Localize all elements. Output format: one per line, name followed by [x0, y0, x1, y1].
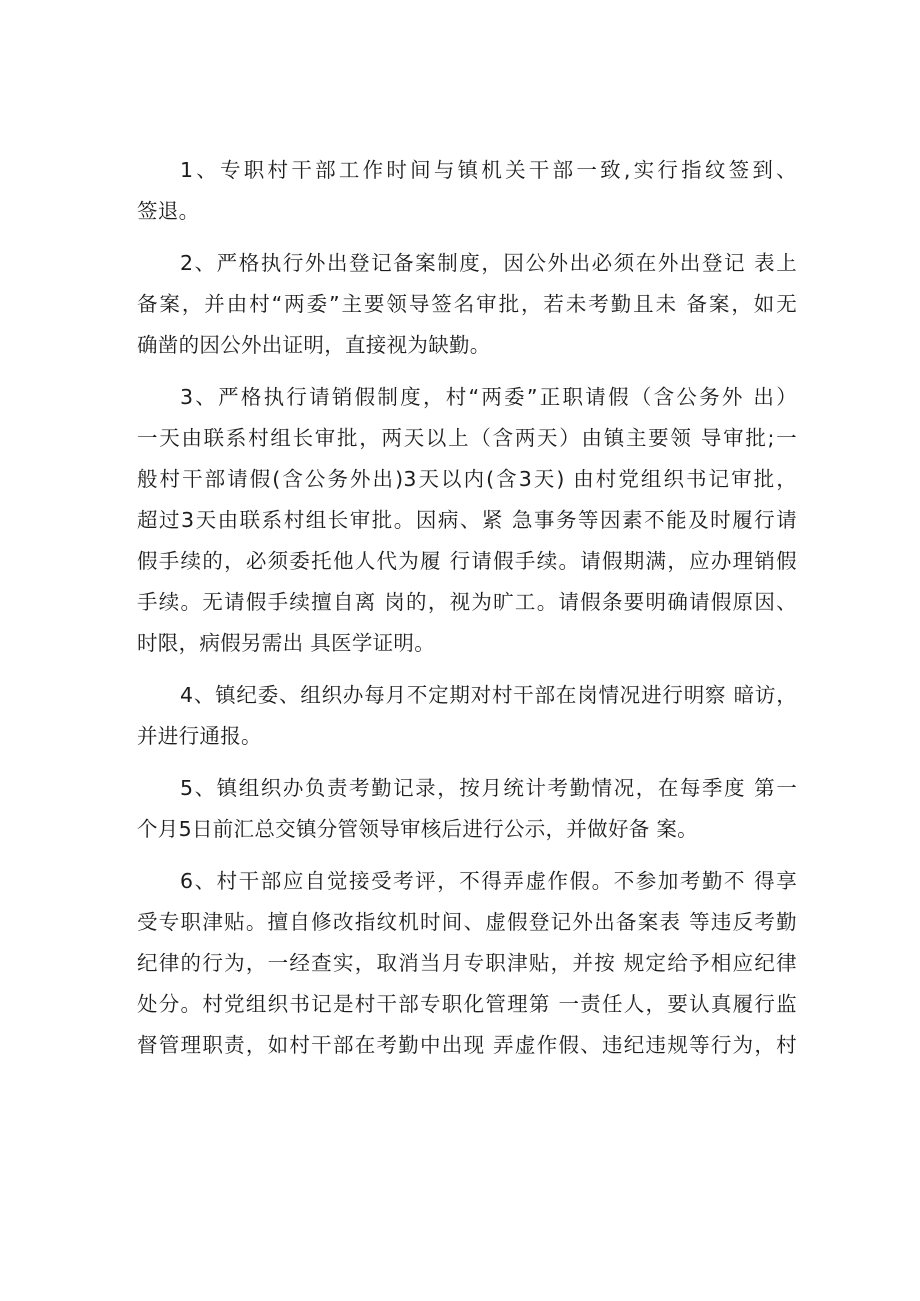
text-line: 处分。村党组织书记是村干部专职化管理第 一责任人，要认真履行监	[137, 992, 797, 1016]
text-line: 时限，病假另需出 具医学证明。	[137, 631, 436, 655]
text-line: 一天由联系村组长审批，两天以上（含两天）由镇主要领 导审批;一	[137, 426, 797, 450]
text-line: 手续。无请假手续擅自离 岗的，视为旷工。请假条要明确请假原因、	[137, 590, 797, 614]
text-line: 4、镇纪委、组织办每月不定期对村干部在岗情况进行明察 暗访，	[180, 683, 797, 707]
text-line: 5、镇组织办负责考勤记录，按月统计考勤情况，在每季度 第一	[180, 776, 797, 800]
paragraph-3	[137, 377, 797, 664]
text-line: 受专职津贴。擅自修改指纹机时间、虚假登记外出备案表 等违反考勤	[137, 910, 797, 934]
text-line: 般村干部请假(含公务外出)3天以内(含3天) 由村党组织书记审批，	[137, 467, 797, 491]
paragraph-6	[137, 861, 797, 1066]
text-line: 督管理职责，如村干部在考勤中出现 弄虚作假、违纪违规等行为，村	[137, 1033, 797, 1057]
paragraph-1	[137, 150, 797, 232]
text-line: 3、严格执行请销假制度，村“两委”正职请假（含公务外 出）	[180, 385, 797, 409]
text-line: 2、严格执行外出登记备案制度，因公外出必须在外出登记 表上	[180, 251, 797, 275]
text-line: 纪律的行为，一经查实，取消当月专职津贴，并按 规定给予相应纪律	[137, 951, 797, 975]
paragraph-4	[137, 675, 797, 757]
text-line: 并进行通报。	[137, 724, 262, 748]
paragraph-5	[137, 768, 797, 850]
text-line: 超过3天由联系村组长审批。因病、紧 急事务等因素不能及时履行请	[137, 508, 797, 532]
text-line: 备案，并由村“两委”主要领导签名审批，若未考勤且未 备案，如无	[137, 292, 797, 316]
text-line: 6、村干部应自觉接受考评，不得弄虚作假。不参加考勤不 得享	[180, 869, 797, 893]
text-line: 签退。	[137, 199, 200, 223]
text-line: 1、专职村干部工作时间与镇机关干部一致,实行指纹签到、	[180, 158, 797, 182]
text-line: 个月5日前汇总交镇分管领导审核后进行公示，并做好备 案。	[137, 817, 698, 841]
document-body	[137, 150, 797, 1077]
paragraph-2	[137, 243, 797, 366]
text-line: 确凿的因公外出证明，直接视为缺勤。	[137, 333, 491, 357]
text-line: 假手续的，必须委托他人代为履 行请假手续。请假期满，应办理销假	[137, 549, 797, 573]
